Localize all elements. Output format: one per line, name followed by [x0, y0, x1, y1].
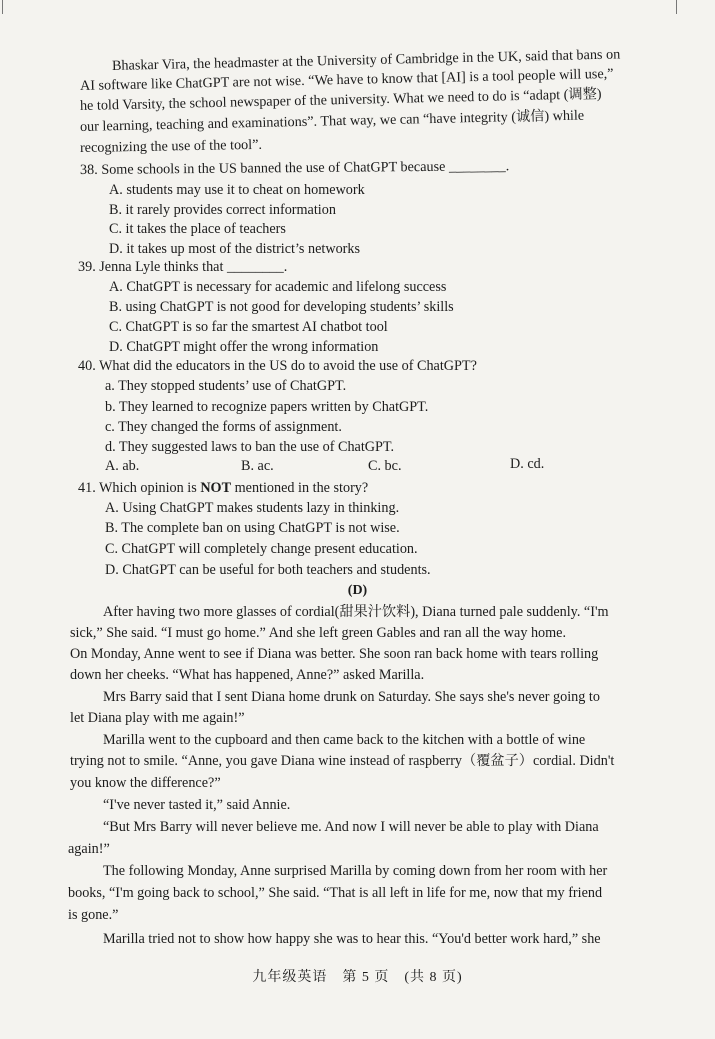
- question-41-stem-not: NOT: [200, 480, 232, 496]
- section-d-line-6: let Diana play with me again!”: [70, 710, 245, 726]
- question-39-option-d: D. ChatGPT might offer the wrong information: [109, 339, 379, 355]
- question-41-stem: [78, 479, 368, 497]
- section-d-line-9: you know the difference?”: [70, 775, 221, 791]
- question-41-stem-after: mentioned in the story?: [231, 480, 369, 496]
- question-40-stem: 40. What did the educators in the US do to avoid the use of ChatGPT?: [78, 358, 477, 374]
- section-d-line-12: again!”: [68, 841, 110, 857]
- question-40-item-b: b. They learned to recognize papers written by ChatGPT.: [105, 399, 429, 415]
- passage-c-line-1: Bhaskar Vira, the headmaster at the University of Cambridge in the UK, said that bans on: [111, 46, 621, 74]
- question-40-item-d: d. They suggested laws to ban the use of ChatGPT.: [105, 439, 395, 455]
- question-41-stem-before: 41. Which opinion is: [78, 480, 201, 496]
- question-41-option-c: C. ChatGPT will completely change present education.: [105, 541, 418, 557]
- passage-c-line-3: he told Varsity, the school newspaper of the university. What we need to do is “adapt (调整): [79, 86, 602, 114]
- question-38-option-b: B. it rarely provides correct information: [109, 202, 336, 218]
- question-40-choice-a: A. ab.: [105, 458, 140, 474]
- section-d-line-4: down her cheeks. “What has happened, Anne?” asked Marilla.: [70, 667, 425, 683]
- section-d-line-8: trying not to smile. “Anne, you gave Diana wine instead of raspberry（覆盆子）cordial. Didn't: [70, 753, 615, 769]
- section-d-heading: (D): [347, 583, 368, 598]
- question-41-option-d: D. ChatGPT can be useful for both teachers and students.: [105, 562, 431, 578]
- question-41-option-a: A. Using ChatGPT makes students lazy in thinking.: [105, 500, 400, 516]
- question-40-choice-d: D. cd.: [510, 456, 545, 472]
- section-d-line-15: is gone.”: [68, 907, 119, 923]
- passage-c-line-4: our learning, teaching and examinations”. That way, we can “have integrity (诚信) while: [79, 107, 585, 135]
- passage-c-line-2: AI software like ChatGPT are not wise. “We have to know that [AI] is a tool people will use,”: [79, 65, 614, 94]
- question-38-option-c: C. it takes the place of teachers: [109, 221, 286, 237]
- question-39-option-b: B. using ChatGPT is not good for developing students’ skills: [109, 299, 454, 315]
- passage-c-ending: [0, 0, 715, 170]
- question-38-option-d: D. it takes up most of the district’s networks: [109, 241, 361, 257]
- section-d-line-7: Marilla went to the cupboard and then came back to the kitchen with a bottle of wine: [103, 732, 586, 748]
- question-40-choice-b: B. ac.: [241, 458, 274, 474]
- question-39-option-c: C. ChatGPT is so far the smartest AI chatbot tool: [109, 319, 388, 335]
- section-d-line-13: The following Monday, Anne surprised Marilla by coming down from her room with her: [103, 863, 608, 879]
- section-d-line-14: books, “I'm going back to school,” She said. “That is all left in life for me, now that my friend: [68, 885, 603, 901]
- page-footer: 九年级英语 第 5 页 (共 8 页): [252, 970, 463, 985]
- question-39-stem: 39. Jenna Lyle thinks that ________.: [78, 259, 288, 275]
- question-41-option-b: B. The complete ban on using ChatGPT is not wise.: [105, 520, 400, 536]
- question-40-choice-c: C. bc.: [368, 458, 402, 474]
- question-39-option-a: A. ChatGPT is necessary for academic and lifelong success: [109, 279, 447, 295]
- section-d-line-5: Mrs Barry said that I sent Diana home drunk on Saturday. She says she's never going to: [103, 689, 600, 705]
- section-d-line-11: “But Mrs Barry will never believe me. And now I will never be able to play with Diana: [103, 819, 599, 835]
- section-d-line-16: Marilla tried not to show how happy she was to hear this. “You'd better work hard,” she: [103, 931, 601, 947]
- section-d-line-10: “I've never tasted it,” said Annie.: [103, 797, 291, 813]
- section-d-line-2: sick,” She said. “I must go home.” And she left green Gables and ran all the way home.: [70, 625, 567, 641]
- question-40-item-a: a. They stopped students’ use of ChatGPT.: [105, 378, 347, 394]
- question-40-item-c: c. They changed the forms of assignment.: [105, 419, 342, 435]
- passage-c-line-5: recognizing the use of the tool”.: [79, 136, 263, 156]
- question-38-stem: 38. Some schools in the US banned the use of ChatGPT because ________.: [79, 158, 510, 178]
- question-38-option-a: A. students may use it to cheat on homework: [109, 182, 365, 198]
- section-d-line-1: After having two more glasses of cordial(甜果汁饮料), Diana turned pale suddenly. “I'm: [103, 604, 609, 620]
- section-d-line-3: On Monday, Anne went to see if Diana was better. She soon ran back home with tears rolling: [70, 646, 599, 662]
